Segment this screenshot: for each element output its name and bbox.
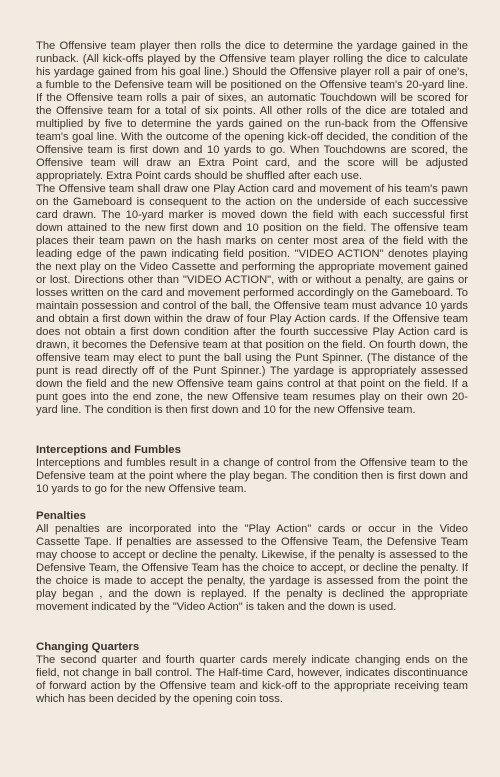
section-spacer (36, 417, 468, 444)
penalties-heading: Penalties (36, 510, 87, 522)
runback-paragraph: The Offensive team player then rolls the dice to determine the yardage gained in the runback. (All kick-offs played by the Offensive team player rolling the dice to calculate his yardage gained from his goal line.) Should the Offensive player roll a pair of one's, a fumble to the Defensive team will be positioned on the Offensive team's 20-yard line. If the Offensive team rolls a pair of sixes, an automatic Touchdown will be scored for the Offensive team for a total of six points. All other rolls of the dice are totaled and multiplied by five to determine the yards gained on the run-back from the Offensive team's goal line. With the outcome of the opening kick-off decided, the condition of the Offensive team is first down and 10 yards to go. When Touchdowns are scored, the Offensive team will draw an Extra Point card, and the score will be adjusted appropriately. Extra Point cards should be shuffled after each use. (36, 40, 468, 182)
changing-quarters-heading: Changing Quarters (36, 641, 140, 653)
section-spacer (36, 614, 468, 641)
interceptions-paragraph: Interceptions and fumbles result in a change of control from the Offensive team to the Defensive team at the point where the play began. The condition then is first down and 10 yards to go for the new Offensive team. (36, 457, 468, 495)
interceptions-heading: Interceptions and Fumbles (36, 444, 181, 456)
play-action-paragraph: The Offensive team shall draw one Play Action card and movement of his team's pawn on the Gameboard is consequent to the action on the underside of each successive card drawn. The 10-yard marker is moved down the field with each successful first down attained to the new first down and 10 position on the field. The offensive team places their team pawn on the hash marks on center most area of the field with the leading edge of the pawn indicating field position. "VIDEO ACTION" denotes playing the next play on the Video Cassette and performing the appropriate movement gained or lost. Directions other than "VIDEO ACTION", with or without a penalty, are gains or losses written on the card and movement performed accordingly on the Gameboard. To maintain possession and control of the ball, the Offensive team must advance 10 yards and obtain a first down within the draw of four Play Action cards. If the Offensive team does not obtain a first down condition after the fourth successive Play Action card is drawn, it becomes the Defensive team at that position on the field. On fourth down, the offensive team may elect to punt the ball using the Punt Spinner. (The distance of the punt is read directly off of the Punt Spinner.) The yardage is appropriately assessed down the field and the new Offensive team gains control at that point on the field. If a punt goes into the end zone, the new Offensive team resumes play on their own 20-yard line. The condition is then first down and 10 for the new Offensive team. (36, 183, 468, 416)
penalties-paragraph: All penalties are incorporated into the "Play Action" cards or occur in the Video Cassette Tape. If penalties are assessed to the Offensive Team, the Defensive Team may choose to accept or decline the penalty. Likewise, if the penalty is assessed to the Defensive Team, the Offensive Team has the choice to accept, or decline the penalty. If the choice is made to accept the penalty, the yardage is assessed from the point the play began , and the down is replayed. If the penalty is declined the appropriate movement indicated by the "Video Action" is taken and the down is used. (36, 523, 468, 613)
document-page (36, 40, 468, 706)
changing-quarters-paragraph: The second quarter and fourth quarter cards merely indicate changing ends on the field, not change in ball control. The Half-time Card, however, indicates discontinuance of forward action by the Offensive team and kick-off to the appropriate receiving team which has been decided by the opening coin toss. (36, 654, 468, 705)
section-spacer (36, 496, 468, 510)
